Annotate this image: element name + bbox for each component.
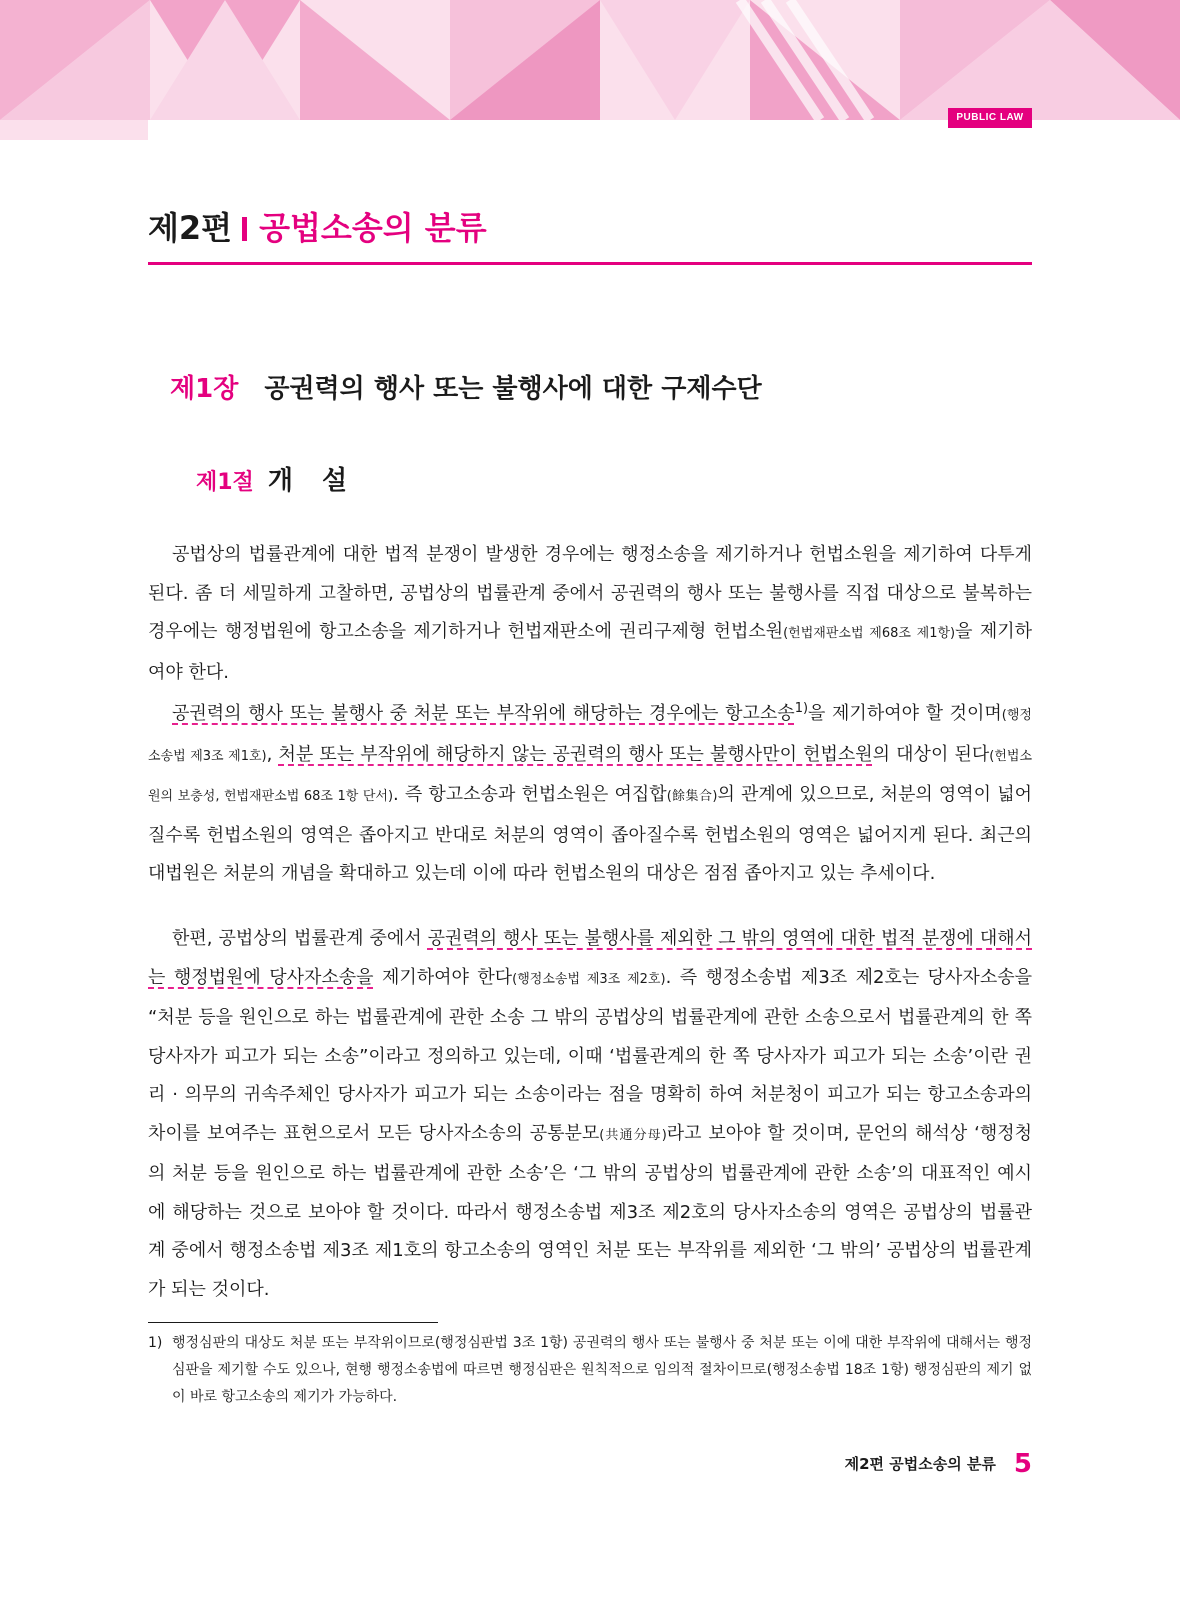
part-name: 공법소송의 분류 [259,209,487,247]
body-paragraph [148,536,1032,692]
title-divider [242,217,247,241]
paragraph-text: 한편, 공법상의 법률관계 중에서 [172,928,428,949]
section-heading [196,464,357,500]
section-number: 제1절 [196,470,254,495]
footnote-text: 행정심판의 대상도 처분 또는 부작위이므로(행정심판법 3조 1항) 공권력의 행사 또는 불행사 중 처분 또는 이에 대한 부작위에 대해서는 행정심판을 제기할 수도 있으나, 현행 행정소송법에 따르면 행정심판은 원칙적으로 임의적 절차이므로(행정소송법 18조 1항) 행정심판의 제기 없이 바로 항고소송의 제기가 가능하다. [172,1335,1032,1405]
footnote-marker: 1) [148,1335,163,1351]
paragraph-text: . 즉 항고소송과 헌법소원은 여집합 [393,784,667,805]
footnote-divider [148,1322,438,1323]
legal-citation: (행정소송법 제3조 제1호) [148,708,1032,764]
chapter-heading [170,372,762,406]
legal-citation: (헌법재판소법 제68조 제1항) [783,626,956,641]
paragraph-text: 라고 보아야 할 것이며, 문언의 해석상 ‘행정청의 처분 등을 원인으로 하는 법률관계에 관한 소송’은 ‘그 밖의 공법상의 법률관계에 관한 소송’의 대표적인 예시에 해당하는 것으로 보아야 할 것이다. 따라서 행정소송법 제3조 제2호의 당사자소송의 영역은 공법상의 법률관계 중에서 행정소송법 제3조 제1호의 항고소송의 영역인 처분 또는 부작위를 제외한 ‘그 밖의’ 공법상의 법률관계가 되는 것이다. [148,1122,1032,1300]
section-badge: PUBLIC LAW [948,108,1032,128]
footnote-reference[interactable]: 1) [794,701,809,716]
underlined-text: 공권력의 행사 또는 불행사 중 처분 또는 부작위에 해당하는 경우에는 항고소송 [172,703,795,724]
body-paragraph [148,690,1032,894]
paragraph-text: 의 대상이 된다 [872,743,990,765]
underlined-text: 처분 또는 부작위에 해당하지 않는 공권력의 행사 또는 불행사만이 헌법소원 [278,743,873,765]
hanja-annotation: (共通分母) [599,1127,667,1143]
part-title [148,206,487,250]
paragraph-text: , [266,743,279,765]
paragraph-text: 의 관계에 있으므로, 처분의 영역이 넓어질수록 헌법소원의 영역은 좁아지고 반대로 처분의 영역이 좁아질수록 헌법소원의 영역은 넓어지게 된다. 최근의 대법원은 처분의 개념을 확대하고 있는데 이에 따라 헌법소원의 대상은 점점 좁아지고 있는 추세이다. [148,784,1032,884]
running-title: 제2편 공법소송의 분류 [844,1455,996,1473]
hanja-annotation: (餘集合) [666,789,718,804]
paragraph-text: 제기하여야 한다 [373,966,513,988]
body-paragraph [148,920,1032,1309]
paragraph-text: 을 제기하여야 한다. [148,621,1032,683]
paragraph-text: . 즉 행정소송법 제3조 제2호는 당사자소송을 “처분 등을 원인으로 하는 법률관계에 관한 소송 그 밖의 공법상의 법률관계에 관한 소송으로서 법률관계의 한 쪽 당사자가 피고가 되는 소송”이라고 정의하고 있는데, 이때 ‘법률관계의 한 쪽 당사자가 피고가 되는 소송’이란 권리 · 의무의 귀속주체인 당사자가 피고가 되는 소송이라는 점을 명확히 하여 처분청이 피고가 되는 항고소송과의 차이를 보여주는 표현으로서 모든 당사자소송의 공통분모 [148,966,1032,1144]
legal-citation: (행정소송법 제3조 제2호) [512,971,666,987]
page-footer [845,1450,1032,1478]
underlined-text: 공권력의 행사 또는 불행사를 제외한 그 밖의 영역에 대한 법적 분쟁에 대해서는 행정법원에 당사자소송을 [148,928,1033,988]
legal-citation: (헌법소원의 보충성, 헌법재판소법 68조 1항 단서) [148,748,1032,804]
chapter-title: 공권력의 행사 또는 불행사에 대한 구제수단 [264,374,762,404]
paragraph-text: 을 제기하여야 할 것이며 [808,703,1002,724]
title-underline [148,262,1032,265]
paragraph-text: 공법상의 법률관계에 대한 법적 분쟁이 발생한 경우에는 행정소송을 제기하거나 헌법소원을 제기하여 다투게 된다. 좀 더 세밀하게 고찰하면, 공법상의 법률관계 중에서 공권력의 행사 또는 불행사를 직접 대상으로 불복하는 경우에는 행정법원에 항고소송을 제기하거나 헌법재판소에 권리구제형 헌법소원 [148,544,1032,642]
section-title: 개 설 [267,466,358,496]
part-number: 제2편 [148,209,233,247]
chapter-number: 제1장 [170,374,239,404]
footnote [148,1330,1032,1411]
page-number: 5 [1013,1449,1032,1479]
